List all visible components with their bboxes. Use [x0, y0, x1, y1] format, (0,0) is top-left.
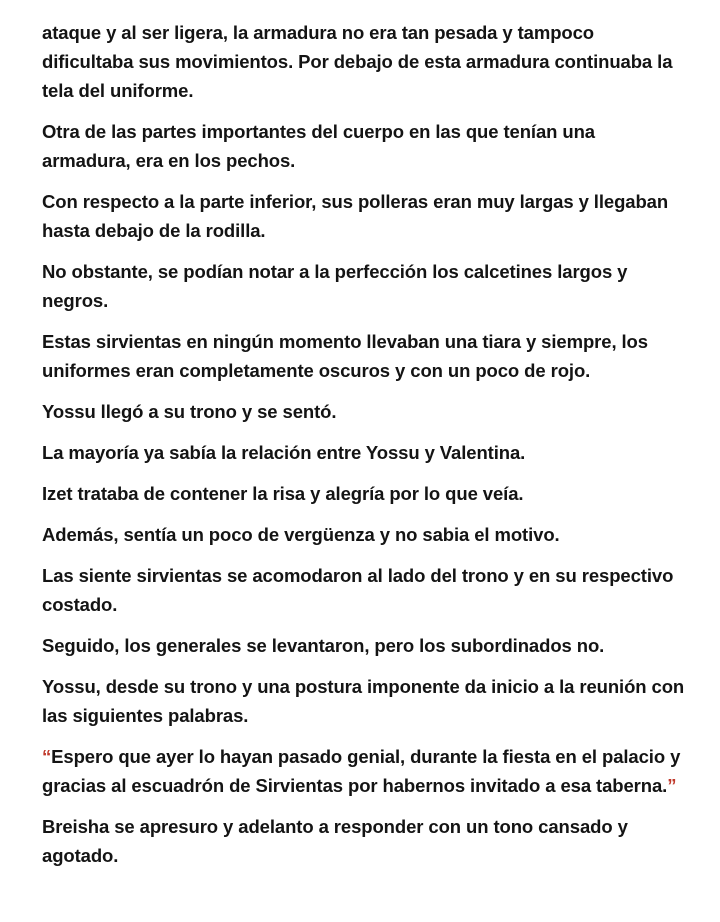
paragraph: Además, sentía un poco de vergüenza y no sabia el motivo.	[42, 524, 560, 545]
paragraph: Breisha se apresuro y adelanto a responder con un tono cansado y agotado.	[42, 816, 628, 866]
paragraph: Estas sirvientas en ningún momento llevaban una tiara y siempre, los uniformes eran completamente oscuros y con un poco de rojo.	[42, 331, 648, 381]
paragraph: Otra de las partes importantes del cuerpo en las que tenían una armadura, era en los pechos.	[42, 121, 595, 171]
paragraph: Las siente sirvientas se acomodaron al lado del trono y en su respectivo costado.	[42, 565, 674, 615]
paragraph: Con respecto a la parte inferior, sus polleras eran muy largas y llegaban hasta debajo de la rodilla.	[42, 191, 669, 241]
page-bottom-margin	[42, 882, 686, 922]
paragraph: No obstante, se podían notar a la perfección los calcetines largos y negros.	[42, 261, 628, 311]
paragraph: Seguido, los generales se levantaron, pero los subordinados no.	[42, 635, 605, 656]
paragraph: La mayoría ya sabía la relación entre Yossu y Valentina.	[42, 442, 526, 463]
open-quote-mark: “	[42, 746, 52, 767]
paragraph: Yossu, desde su trono y una postura imponente da inicio a la reunión con las siguientes palabras.	[42, 676, 685, 726]
quoted-paragraph	[42, 742, 686, 800]
quote-text: Espero que ayer lo hayan pasado genial, durante la fiesta en el palacio y gracias al escuadrón de Sirvientas por habernos invitado a esa taberna.	[42, 746, 681, 796]
paragraph: Izet trataba de contener la risa y alegría por lo que veía.	[42, 483, 524, 504]
paragraph: Yossu llegó a su trono y se sentó.	[42, 401, 337, 422]
close-quote-mark: ”	[667, 775, 677, 796]
paragraph: ataque y al ser ligera, la armadura no era tan pesada y tampoco dificultaba sus movimientos. Por debajo de esta armadura continuaba la tela del uniforme.	[42, 22, 673, 101]
